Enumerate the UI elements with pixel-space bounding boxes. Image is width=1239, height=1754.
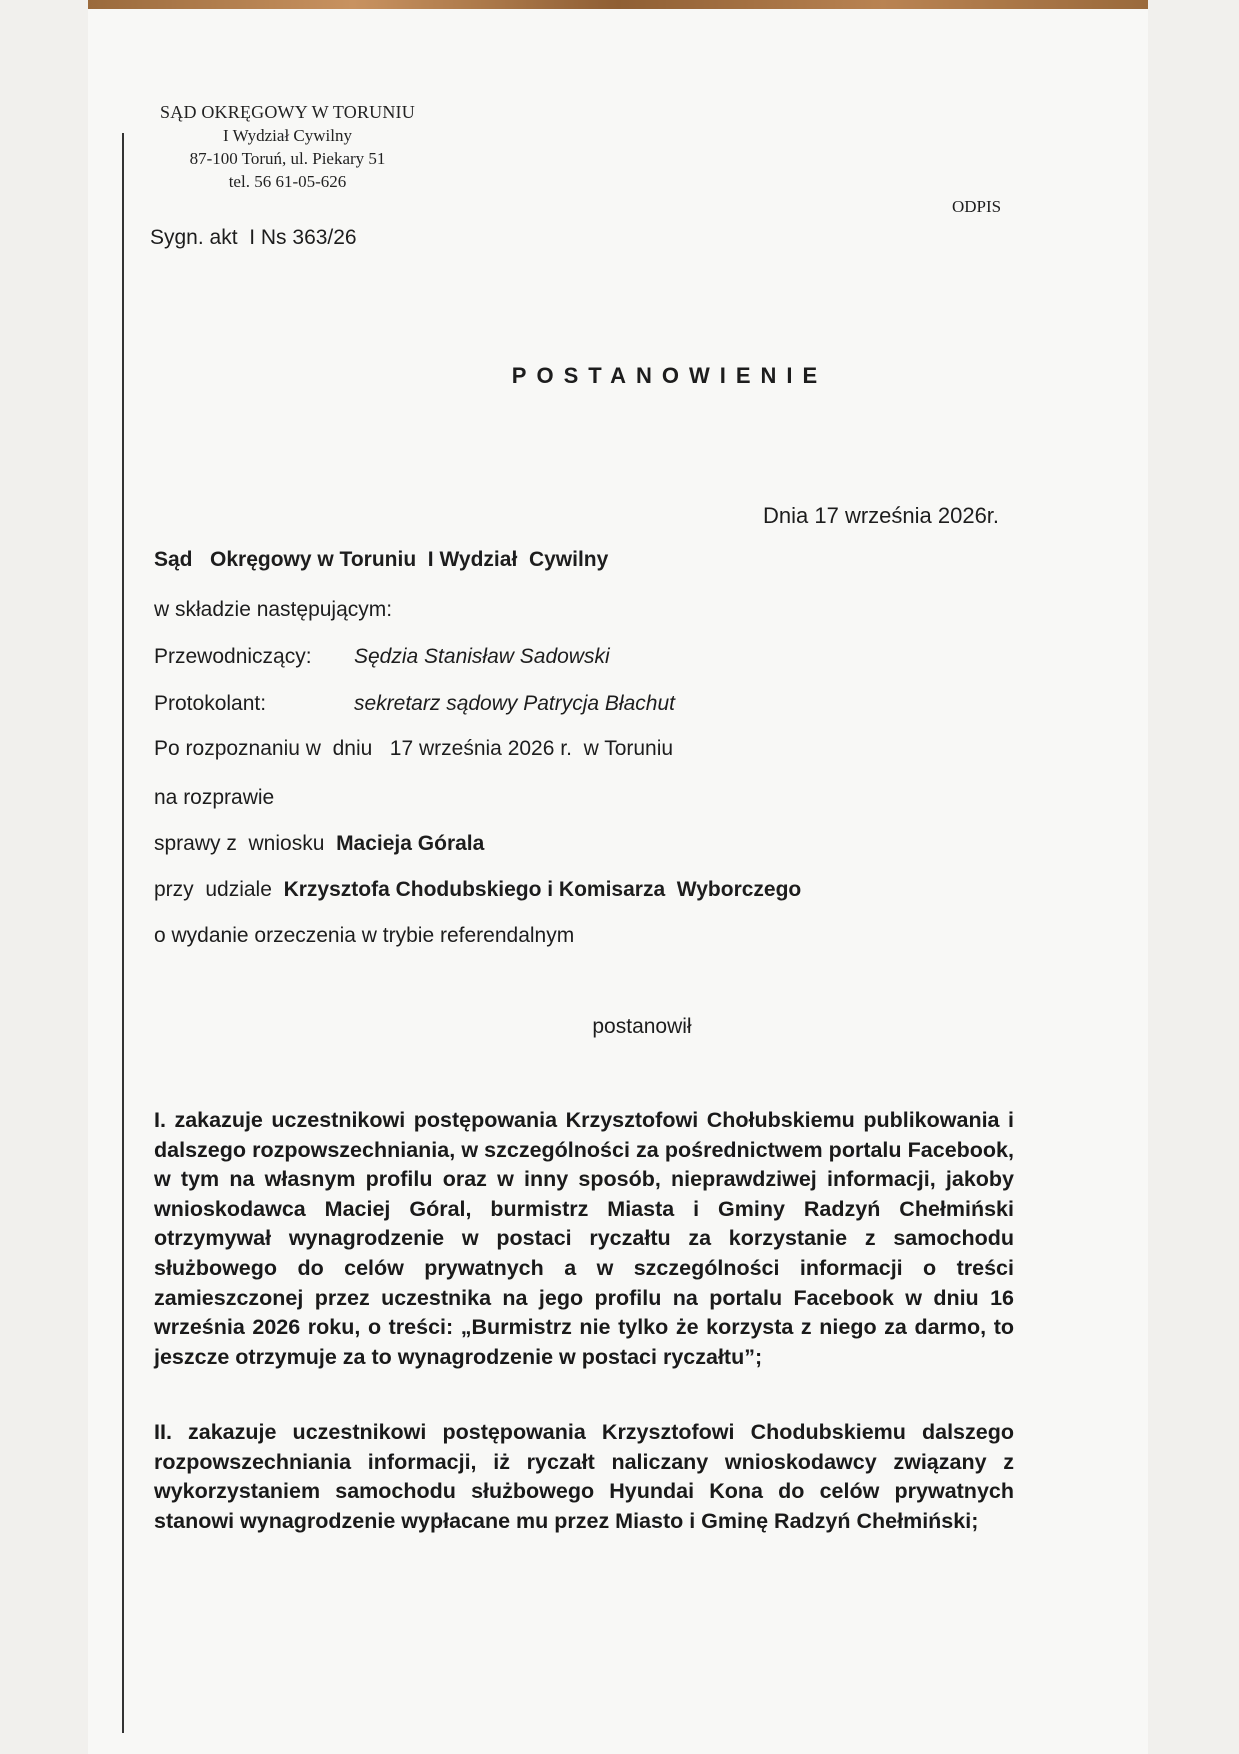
document-title: POSTANOWIENIE xyxy=(511,363,828,388)
participants-names: Krzysztofa Chodubskiego i Komisarza Wyborczego xyxy=(283,878,802,901)
composition-line: w składzie następującym: xyxy=(154,598,393,621)
court-phone: tel. 56 61-05-626 xyxy=(228,172,347,191)
court-address: 87-100 Toruń, ul. Piekary 51 xyxy=(189,149,386,168)
court-header xyxy=(150,102,425,192)
applicant-prefix: sprawy z wniosku xyxy=(154,832,337,855)
applicant-row xyxy=(154,832,484,856)
clerk-name: sekretarz sądowy Patrycja Błachut xyxy=(354,692,675,715)
clerk-row xyxy=(154,692,675,716)
case-number: Sygn. akt I Ns 363/26 xyxy=(150,226,357,249)
court-division: I Wydział Cywilny xyxy=(223,126,352,145)
scan-edge xyxy=(88,0,1148,9)
hearing-line: Po rozpoznaniu w dniu 17 września 2026 r. w Toruniu xyxy=(154,737,674,760)
chair-label: Przewodniczący: xyxy=(154,645,312,668)
participants-prefix: przy udziale xyxy=(154,878,284,901)
chair-name: Sędzia Stanisław Sadowski xyxy=(354,645,610,668)
applicant-name: Macieja Górala xyxy=(336,832,485,855)
ruling-point-2: II. zakazuje uczestnikowi postępowania Krzysztofowi Chodubskiemu dalszego rozpowszechniania informacji, iż ryczałt naliczany wnioskodawcy związany z wykorzystaniem samochodu służbowego Hyundai Kona do celów prywatnych stanowi wynagrodzenie wypłacane mu przez Miasto i Gminę Radzyń Chełmiński; xyxy=(154,1420,1014,1533)
document-date: Dnia 17 września 2026r. xyxy=(763,503,1000,528)
subject-line: o wydanie orzeczenia w trybie referendalnym xyxy=(154,924,575,947)
court-line: Sąd Okręgowy w Toruniu I Wydział Cywilny xyxy=(154,548,609,571)
copy-mark: ODPIS xyxy=(952,197,1002,216)
court-name: SĄD OKRĘGOWY W TORUNIU xyxy=(160,102,415,122)
ruling-point-1: I. zakazuje uczestnikowi postępowania Krzysztofowi Chołubskiemu publikowania i dalszego rozpowszechniania, w szczególności za pośrednictwem portalu Facebook, w tym na własnym profilu oraz w inny sposób, nieprawdziwej informacji, jakoby wnioskodawca Maciej Góral, burmistrz Miasta i Gminy Radzyń Chełmiński otrzymywał wynagrodzenie w postaci ryczałtu za korzystanie z samochodu służbowego do celów prywatnych a w szczególności informacji o treści zamieszczonej przez uczestnika na jego profilu na portalu Facebook w dniu 16 września 2026 roku, o treści: „Burmistrz nie tylko że korzysta z niego za darmo, to jeszcze otrzymuje za to wynagrodzenie w postaci ryczałtu”; xyxy=(154,1108,1014,1369)
session-line: na rozprawie xyxy=(154,786,275,809)
decided-word: postanowił xyxy=(592,1015,692,1038)
participants-row xyxy=(154,878,801,902)
chair-row xyxy=(154,645,610,669)
clerk-label: Protokolant: xyxy=(154,692,267,715)
